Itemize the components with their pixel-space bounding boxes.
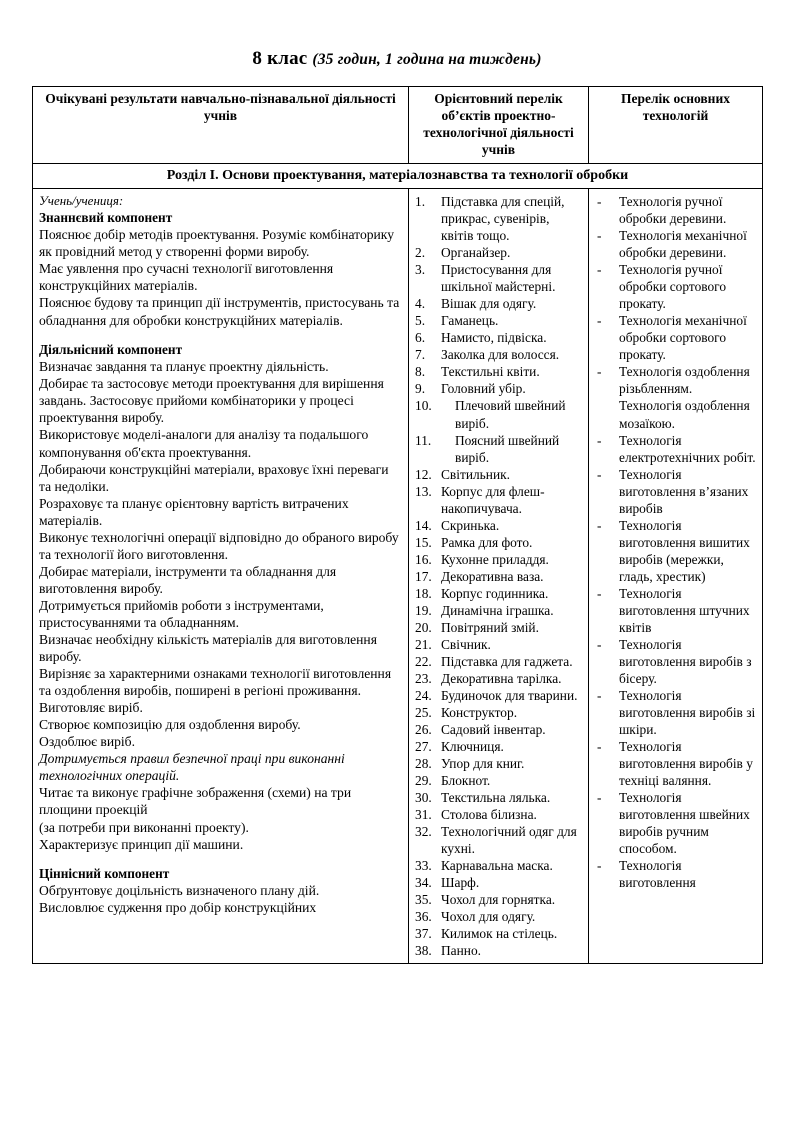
list-item-number: 23. xyxy=(415,670,432,686)
list-item-label: Скринька. xyxy=(441,517,500,533)
list-item-label: Конструктор. xyxy=(441,704,518,720)
list-item xyxy=(415,261,582,295)
list-item xyxy=(415,806,582,823)
list-item-number: 2. xyxy=(415,245,426,261)
list-item-label: Кухонне приладдя. xyxy=(441,551,549,567)
list-item-label: Технологія механічної обробки деревини. xyxy=(619,228,747,261)
list-item xyxy=(415,925,582,942)
list-item-number: 3. xyxy=(415,262,426,278)
list-item xyxy=(415,891,582,908)
list-item-number: 9. xyxy=(415,381,426,397)
outcome-line: Пояснює будову та принцип дії інструментів, пристосувань та обладнання для обробки конструкційних матеріалів. xyxy=(39,295,400,328)
outcome-line: Оздоблює виріб. xyxy=(39,734,135,750)
list-item-label: Поясний швейний виріб. xyxy=(455,432,560,465)
list-item-number: 12. xyxy=(415,466,432,482)
outcome-line: Використовує моделі-аналоги для аналізу та подальшого компонування об'єкта проектування. xyxy=(39,427,369,460)
list-item-number: 19. xyxy=(415,602,432,618)
list-item-number: 35. xyxy=(415,891,432,907)
list-item-label: Технологічний одяг для кухні. xyxy=(441,823,577,856)
component-heading: Ціннісний компонент xyxy=(39,865,170,881)
dash-bullet-icon: - xyxy=(597,636,602,652)
list-item xyxy=(415,193,582,244)
list-item xyxy=(415,772,582,789)
outcome-line: Вирізняє за характерними ознаками технології виготовлення та оздоблення виробів, поширені в регіоні проживання. xyxy=(39,666,392,699)
list-item xyxy=(415,483,582,517)
list-item-number: 33. xyxy=(415,857,432,873)
dash-bullet-icon: - xyxy=(597,687,602,703)
list-item-label: Органайзер. xyxy=(441,245,511,261)
list-item-label: Текстильна лялька. xyxy=(441,789,551,805)
list-item-number: 38. xyxy=(415,942,432,958)
page-title xyxy=(32,0,762,86)
component-heading: Знаннєвий компонент xyxy=(39,209,173,225)
list-item-label: Технологія електротехнічних робіт. xyxy=(619,432,756,465)
list-item xyxy=(595,227,756,261)
dash-bullet-icon: - xyxy=(597,262,602,278)
list-item xyxy=(415,517,582,534)
dash-bullet-icon: - xyxy=(597,585,602,601)
list-item xyxy=(415,380,582,397)
list-item-number: 6. xyxy=(415,330,426,346)
list-item-label: Технологія виготовлення виробів у техніці валяння. xyxy=(619,738,753,788)
list-item-label: Декоративна тарілка. xyxy=(441,670,562,686)
list-item-label: Декоративна ваза. xyxy=(441,568,544,584)
table-body-row xyxy=(33,189,763,964)
outcome-line: Обґрунтовує доцільність визначеного плану дій. xyxy=(39,883,320,899)
list-item-label: Повітряний змій. xyxy=(441,619,539,635)
list-item xyxy=(415,670,582,687)
list-item xyxy=(415,755,582,772)
list-item xyxy=(415,329,582,346)
list-item-number: 26. xyxy=(415,721,432,737)
list-item-label: Чохол для одягу. xyxy=(441,908,536,924)
list-item xyxy=(595,857,756,891)
list-item-label: Корпус для флеш-накопичувача. xyxy=(441,483,545,516)
list-item-number: 27. xyxy=(415,738,432,754)
student-label: Учень/учениця: xyxy=(39,193,124,209)
list-item-label: Текстильні квіти. xyxy=(441,364,540,380)
outcome-line: Добираючи конструкційні матеріали, враховує їхні переваги та недоліки. xyxy=(39,461,389,494)
block-spacer xyxy=(39,329,402,342)
list-item xyxy=(415,551,582,568)
list-item xyxy=(595,397,756,431)
list-item-label: Будиночок для тварини. xyxy=(441,687,578,703)
cell-outcomes xyxy=(33,189,409,964)
list-item-label: Заколка для волосся. xyxy=(441,347,560,363)
outcome-line: Виготовляє виріб. xyxy=(39,700,143,716)
list-item-label: Пристосування для шкільної майстерні. xyxy=(441,262,556,295)
list-item-number: 18. xyxy=(415,585,432,601)
cell-objects xyxy=(409,189,589,964)
outcome-line: Розраховує та планує орієнтовну вартість витрачених матеріалів. xyxy=(39,495,349,528)
section-header-row xyxy=(33,163,763,189)
outcome-line: Має уявлення про сучасні технології виготовлення конструкційних матеріалів. xyxy=(39,261,334,294)
list-item-label: Технологія виготовлення в’язаних виробів xyxy=(619,466,749,516)
outcome-line: Добирає та застосовує методи проектування для вирішення завдань. Застосовує прийоми комбінаторики у процесі проектування виробу. xyxy=(39,376,384,426)
list-item-number: 32. xyxy=(415,823,432,839)
outcome-line: Визначає завдання та планує проектну діяльність. xyxy=(39,359,329,375)
list-item-number: 22. xyxy=(415,653,432,669)
list-item-number: 4. xyxy=(415,296,426,312)
list-item xyxy=(415,534,582,551)
list-item-label: Гаманець. xyxy=(441,313,499,329)
list-item xyxy=(595,738,756,789)
list-item-number: 5. xyxy=(415,313,426,329)
objects-list xyxy=(415,193,582,959)
list-item-number: 8. xyxy=(415,364,426,380)
outcome-line: Висловлює судження про добір конструкційних xyxy=(39,900,317,916)
list-item xyxy=(415,738,582,755)
list-item-number: 34. xyxy=(415,874,432,890)
outcome-line: Читає та виконує графічне зображення (схеми) на три площини проекцій xyxy=(39,785,352,818)
list-item-label: Рамка для фото. xyxy=(441,534,533,550)
list-item-label: Намисто, підвіска. xyxy=(441,330,547,346)
list-item-number: 7. xyxy=(415,347,426,363)
list-item-number: 1. xyxy=(415,194,426,210)
list-item-number: 20. xyxy=(415,619,432,635)
list-item-label: Столова білизна. xyxy=(441,806,537,822)
list-item-label: Ключниця. xyxy=(441,738,504,754)
list-item-number: 21. xyxy=(415,636,432,652)
list-item-label: Світильник. xyxy=(441,466,510,482)
list-item-label: Карнавальна маска. xyxy=(441,857,553,873)
list-item xyxy=(595,789,756,857)
list-item-label: Технологія виготовлення виробів зі шкіри. xyxy=(619,687,756,737)
list-item-number: 11. xyxy=(415,432,432,448)
list-item xyxy=(595,687,756,738)
list-item-label: Підставка для спецій, прикрас, сувенірів, квітів тощо. xyxy=(441,194,565,244)
list-item xyxy=(595,466,756,517)
dash-bullet-icon: - xyxy=(597,466,602,482)
list-item-number: 24. xyxy=(415,687,432,703)
list-item xyxy=(415,312,582,329)
list-item xyxy=(595,312,756,363)
list-item-label: Технологія виготовлення штучних квітів xyxy=(619,585,750,635)
dash-bullet-icon: - xyxy=(597,789,602,805)
dash-bullet-icon: - xyxy=(597,432,602,448)
dash-bullet-icon: - xyxy=(597,228,602,244)
dash-bullet-icon: - xyxy=(597,364,602,380)
list-item-number: 16. xyxy=(415,551,432,567)
list-item-number: 25. xyxy=(415,704,432,720)
list-item-label: Технологія виготовлення вишитих виробів (мережки, гладь, хрестик) xyxy=(619,517,750,584)
outcome-line: Визначає необхідну кількість матеріалів для виготовлення виробу. xyxy=(39,632,377,665)
list-item-number: 14. xyxy=(415,517,432,533)
dash-bullet-icon: - xyxy=(597,313,602,329)
curriculum-table xyxy=(32,86,763,964)
list-item xyxy=(415,363,582,380)
list-item-label: Упор для книг. xyxy=(441,755,525,771)
dash-bullet-icon: - xyxy=(597,517,602,533)
list-item-label: Технологія виготовлення xyxy=(619,857,696,890)
dash-bullet-icon: - xyxy=(597,857,602,873)
list-item xyxy=(595,432,756,466)
list-item xyxy=(415,823,582,857)
list-item-number: 29. xyxy=(415,772,432,788)
list-item xyxy=(595,585,756,636)
list-item xyxy=(415,636,582,653)
list-item-label: Плечовий швейний виріб. xyxy=(455,398,566,431)
list-item-label: Вішак для одягу. xyxy=(441,296,537,312)
column-header-objects: Орієнтовний перелік об’єктів проектно-технологічної діяльності учнів xyxy=(409,87,589,164)
list-item xyxy=(415,397,582,431)
outcome-line: Характеризує принцип дії машини. xyxy=(39,836,244,852)
outcome-line: Добирає матеріали, інструменти та обладнання для виготовлення виробу. xyxy=(39,563,337,596)
list-item-label: Технологія виготовлення швейних виробів ручним способом. xyxy=(619,789,750,856)
list-item xyxy=(415,244,582,261)
list-item xyxy=(415,721,582,738)
list-item-label: Технологія ручної обробки деревини. xyxy=(619,194,727,227)
outcome-line: Виконує технологічні операції відповідно до обраного виробу та технології його виготовлення. xyxy=(39,529,399,562)
list-item xyxy=(415,585,582,602)
component-heading: Діяльнісний компонент xyxy=(39,341,183,357)
list-item-label: Підставка для гаджета. xyxy=(441,653,573,669)
list-item xyxy=(415,568,582,585)
list-item xyxy=(415,466,582,483)
list-item xyxy=(415,295,582,312)
list-item-label: Головний убір. xyxy=(441,381,526,397)
list-item-number: 13. xyxy=(415,483,432,499)
list-item xyxy=(415,687,582,704)
list-item-number: 30. xyxy=(415,789,432,805)
list-item-number: 17. xyxy=(415,568,432,584)
list-item xyxy=(415,704,582,721)
list-item-number: 28. xyxy=(415,755,432,771)
list-item xyxy=(415,653,582,670)
outcome-line: Дотримується правил безпечної праці при виконанні технологічних операцій. xyxy=(39,751,345,784)
list-item xyxy=(595,363,756,397)
list-item xyxy=(415,857,582,874)
list-item-number: 10. xyxy=(415,398,432,414)
list-item-number: 15. xyxy=(415,534,432,550)
table-header-row xyxy=(33,87,763,164)
list-item-label: Садовий інвентар. xyxy=(441,721,546,737)
outcome-line: Дотримується прийомів роботи з інструментами, пристосуваннями та обладнанням. xyxy=(39,597,324,630)
list-item-label: Шарф. xyxy=(441,874,480,890)
list-item-number: 31. xyxy=(415,806,432,822)
list-item xyxy=(415,432,582,466)
list-item-label: Технологія виготовлення виробів з бісеру. xyxy=(619,636,752,686)
list-item-label: Чохол для горнятка. xyxy=(441,891,556,907)
list-item-number: 37. xyxy=(415,925,432,941)
list-item xyxy=(415,346,582,363)
outcome-line: Створює композицію для оздоблення виробу. xyxy=(39,717,301,733)
list-item-label: Панно. xyxy=(441,942,481,958)
outcome-blocks xyxy=(39,210,402,917)
list-item xyxy=(415,874,582,891)
outcome-line: (за потреби при виконанні проекту). xyxy=(39,819,249,835)
list-item xyxy=(415,942,582,959)
list-item-label: Технологія ручної обробки сортового прокату. xyxy=(619,262,727,312)
outcome-line: Пояснює добір методів проектування. Розуміє комбінаторику як провідний метод у створенні форми виробу. xyxy=(39,227,395,260)
list-item-label: Технологія механічної обробки сортового прокату. xyxy=(619,313,747,363)
list-item-number: 36. xyxy=(415,908,432,924)
block-spacer xyxy=(39,853,402,866)
section-header: Розділ I. Основи проектування, матеріалознавства та технології обробки xyxy=(33,163,763,189)
list-item-label: Килимок на стілець. xyxy=(441,925,558,941)
list-item-label: Технологія оздоблення різьбленням. xyxy=(619,364,750,397)
column-header-outcomes: Очікувані результати навчально-пізнавальної діяльності учнів xyxy=(33,87,409,164)
list-item xyxy=(415,908,582,925)
list-item xyxy=(595,517,756,585)
list-item-label: Корпус годинника. xyxy=(441,585,549,601)
grade-label: 8 клас xyxy=(252,48,308,69)
list-item-label: Свічник. xyxy=(441,636,491,652)
dash-bullet-icon: - xyxy=(597,194,602,210)
list-item-label: Динамічна іграшка. xyxy=(441,602,554,618)
dash-bullet-icon: - xyxy=(597,738,602,754)
column-header-technologies: Перелік основних технологій xyxy=(589,87,763,164)
list-item xyxy=(595,636,756,687)
list-item xyxy=(415,619,582,636)
list-item xyxy=(595,193,756,227)
list-item-label: Блокнот. xyxy=(441,772,491,788)
list-item xyxy=(595,261,756,312)
list-item xyxy=(415,789,582,806)
cell-technologies xyxy=(589,189,763,964)
list-item xyxy=(415,602,582,619)
technologies-list xyxy=(595,193,756,891)
hours-label: (35 годин, 1 година на тиждень) xyxy=(312,51,542,68)
list-item-label: Технологія оздоблення мозаїкою. xyxy=(619,398,750,431)
